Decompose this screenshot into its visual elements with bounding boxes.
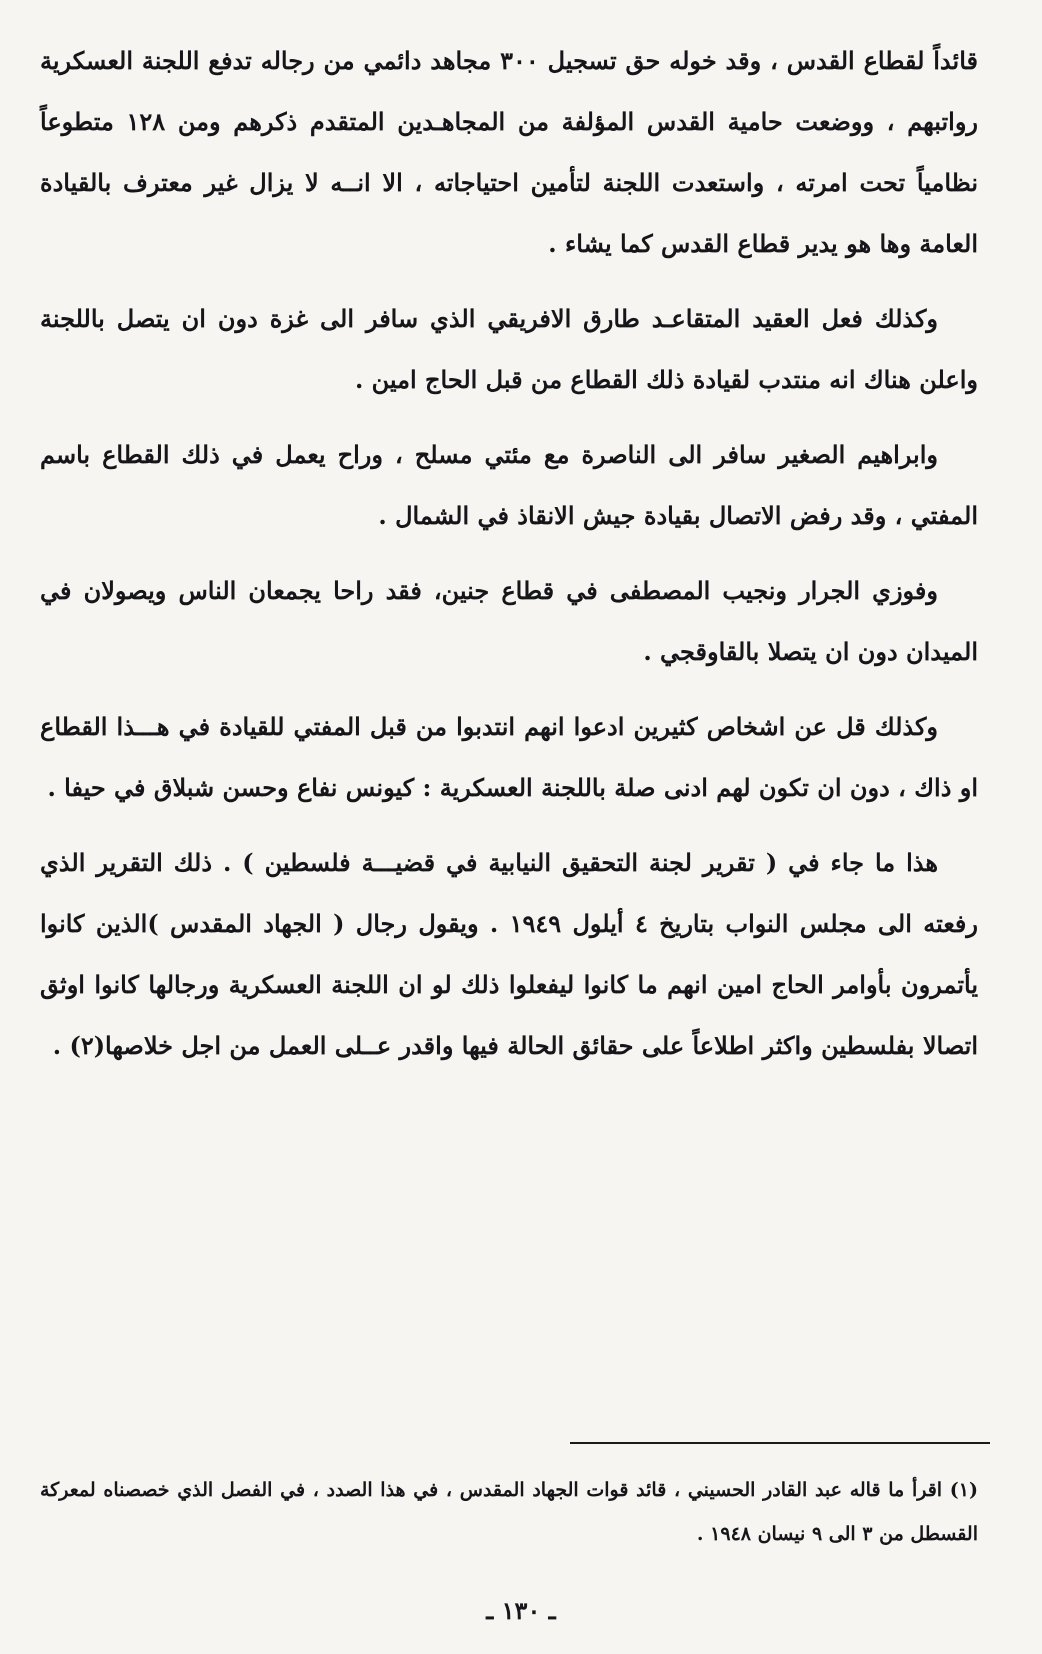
paragraph-2: وكذلك فعل العقيد المتقاعـد طارق الافريقي الذي سافر الى غزة دون ان يتصل باللجنة واعلن هناك انه منتدب لقيادة ذلك القطاع من قبل الحاج امين . [40,304,978,394]
paragraph-3: وابراهيم الصغير سافر الى الناصرة مع مئتي مسلح ، وراح يعمل في ذلك القطاع باسم المفتي ، وقد رفض الاتصال بقيادة جيش الانقاذ في الشمال . [40,440,978,530]
paragraph-1: قائداً لقطاع القدس ، وقد خوله حق تسجيل ٣٠٠ مجاهد دائمي من رجاله تدفع اللجنة العسكرية رواتبهم ، ووضعت حامية القدس المؤلفة من المجاهـدين المتقدم ذكرهم ومن ١٢٨ متطوعاً نظامياً تحت امرته ، واستعدت اللجنة لتأمين احتياجاته ، الا انــه لا يزال غير معترف بالقيادة العامة وها هو يدير قطاع القدس كما يشاء . [40,46,979,258]
footnote [40,1468,978,1556]
footnote-text: (١) اقرأ ما قاله عبد القادر الحسيني ، قائد قوات الجهاد المقدس ، في هذا الصدد ، في الفصل الذي خصصناه لمعركة القسطل من ٣ الى ٩ نيسان ١٩٤٨ . [40,1479,978,1545]
main-text [40,30,978,1090]
paragraph-4: وفوزي الجرار ونجيب المصطفى في قطاع جنين، فقد راحا يجمعان الناس ويصولان في الميدان دون ان يتصلا بالقاوقجي . [40,576,978,666]
paragraph-5: وكذلك قل عن اشخاص كثيرين ادعوا انهم انتدبوا من قبل المفتي للقيادة في هـــذا القطاع او ذاك ، دون ان تكون لهم ادنى صلة باللجنة العسكرية : كيونس نفاع وحسن شبلاق في حيفا . [40,712,978,802]
page-number: ـ ١٣٠ ـ [486,1596,556,1625]
paragraph-6: هذا ما جاء في ( تقرير لجنة التحقيق النيابية في قضيـــة فلسطين ) . ذلك التقرير الذي رفعته الى مجلس النواب بتاريخ ٤ أيلول ١٩٤٩ . ويقول رجال ( الجهاد المقدس )الذين كانوا يأتمرون بأوامر الحاج امين انهم ما كانوا ليفعلوا ذلك لو ان اللجنة العسكرية ورجالها كانوا اوثق اتصالا بفلسطين واكثر اطلاعاً على حقائق الحالة فيها واقدر عــلى العمل من اجل خلاصها(٢) . [40,848,978,1060]
footnote-separator [570,1442,990,1444]
